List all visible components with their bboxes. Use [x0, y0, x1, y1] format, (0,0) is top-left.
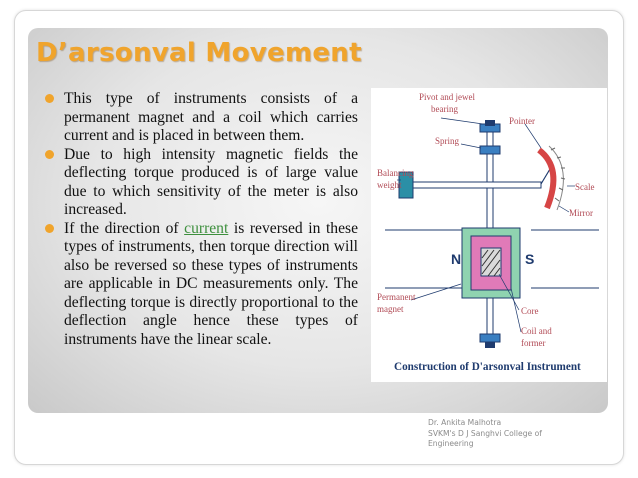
bullet-item-1 — [44, 90, 358, 146]
scale-arc-shape — [539, 150, 553, 208]
pointer-arm-shape — [407, 182, 541, 188]
label-balancing-1: Balancing — [377, 168, 414, 178]
bullet-dot-icon — [45, 94, 54, 103]
bullet-text-after-link: is reversed in these types of instruments, then torque direction will also be reversed so these types of instruments are applicable in DC measurements only. The deflecting torque is directly proportional to the deflection angle hence these types of instruments have the linear scale. — [64, 219, 358, 348]
dársonval-diagram — [371, 88, 607, 382]
pointer-leader — [525, 124, 541, 148]
spring-shape — [480, 146, 500, 154]
bullet-text-before-link: If the direction of — [64, 219, 185, 237]
bullet-item-2 — [44, 146, 358, 220]
bullet-item-3 — [44, 220, 358, 350]
label-balancing-2: weight — [377, 180, 402, 190]
label-mirror: Mirror — [569, 208, 593, 218]
label-pivot-1: Pivot and jewel — [419, 92, 475, 102]
label-spring: Spring — [435, 136, 460, 146]
label-south: S — [525, 251, 535, 267]
top-jewel-shape — [485, 120, 495, 126]
footer-line-3: Engineering — [428, 439, 474, 448]
bullet-text: This type of instruments consists of a permanent magnet and a coil which carries current and is placed in between them. — [64, 90, 358, 144]
label-scale: Scale — [575, 182, 595, 192]
diagram-caption: Construction of D'arsonval Instrument — [394, 361, 581, 373]
label-permanent-2: magnet — [377, 304, 404, 314]
bullet-dot-icon — [45, 150, 54, 159]
bottom-jewel-shape — [485, 342, 495, 348]
footer-line-2: SVKM's D J Sanghvi College of — [428, 428, 542, 438]
label-core: Core — [521, 306, 539, 316]
label-permanent-1: Permanent — [377, 292, 416, 302]
bullet-dot-icon — [45, 224, 54, 233]
label-north: N — [451, 251, 462, 267]
label-pivot-2: bearing — [431, 104, 458, 114]
bottom-bearing-shape — [480, 334, 500, 342]
label-pointer: Pointer — [509, 116, 535, 126]
mirror-leader — [559, 206, 569, 212]
bullet-text: Due to high intensity magnetic fields the deflecting torque produced is of large value due to which sensitivity of the meter is also increased. — [64, 145, 358, 218]
magnet-leader — [411, 284, 461, 300]
footer-line-1: Dr. Ankita Malhotra — [428, 418, 502, 427]
spring-leader — [461, 144, 481, 148]
current-link[interactable]: current — [184, 219, 229, 237]
diagram-svg — [371, 88, 607, 382]
bullet-list — [44, 90, 358, 349]
label-coil-2: former — [521, 338, 546, 348]
footer-credit — [428, 418, 608, 450]
label-coil-1: Coil and — [521, 326, 552, 336]
slide-title: D’arsonval Movement — [36, 38, 362, 68]
pivot-leader — [441, 118, 483, 124]
